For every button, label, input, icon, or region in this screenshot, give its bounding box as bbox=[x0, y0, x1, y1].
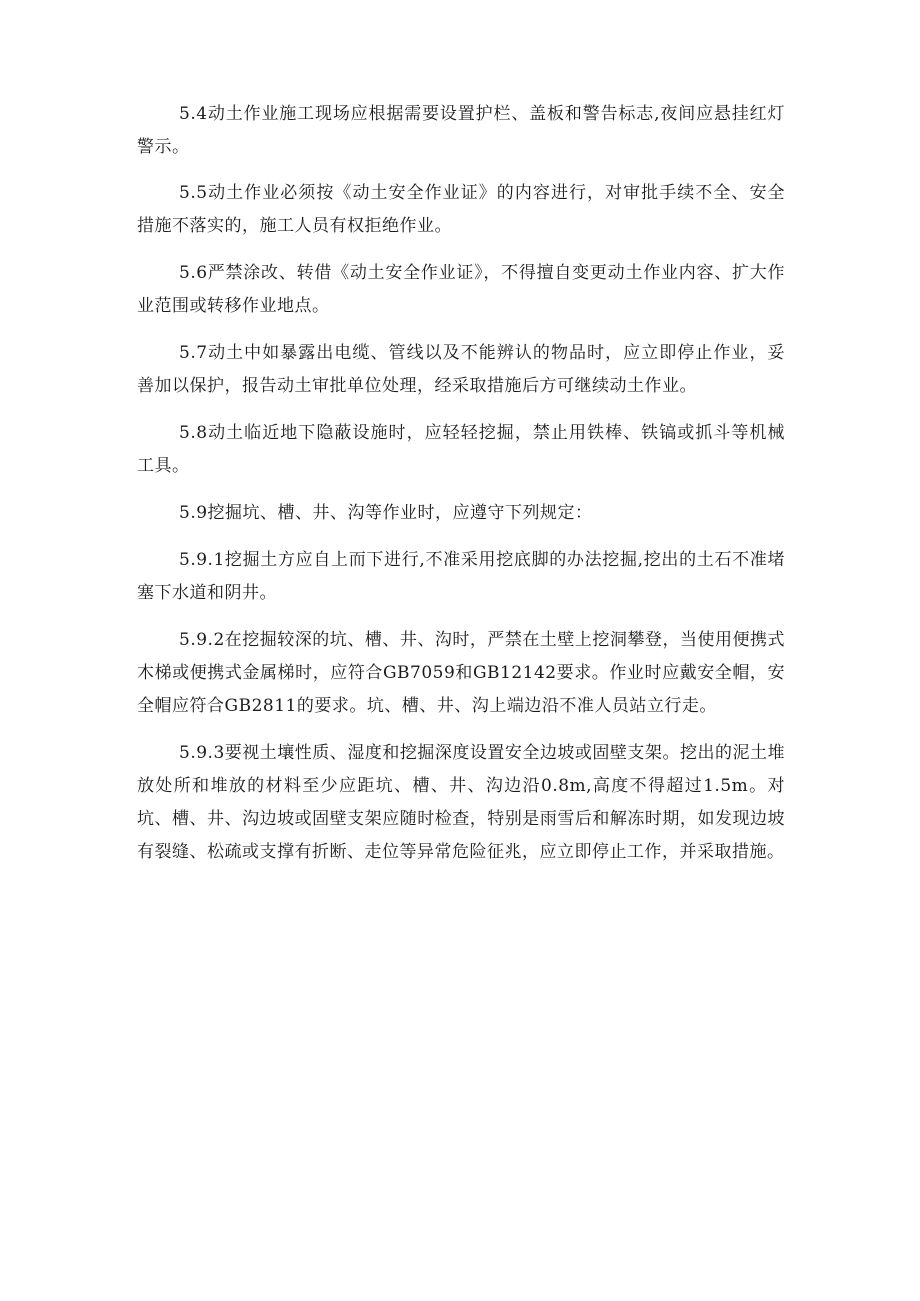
document-body bbox=[137, 98, 785, 869]
paragraph-5-6: 5.6严禁涂改、转借《动土安全作业证》，不得擅自变更动土作业内容、扩大作业范围或转移作业地点。 bbox=[137, 263, 785, 316]
paragraph-5-5: 5.5动土作业必须按《动土安全作业证》的内容进行，对审批手续不全、安全措施不落实的，施工人员有权拒绝作业。 bbox=[137, 183, 785, 236]
paragraph-5-9: 5.9挖掘坑、槽、井、沟等作业时，应遵守下列规定： bbox=[179, 503, 593, 523]
paragraph-5-7: 5.7动土中如暴露出电缆、管线以及不能辨认的物品时，应立即停止作业，妥善加以保护，报告动土审批单位处理，经采取措施后方可继续动土作业。 bbox=[137, 343, 785, 396]
paragraph-5-9-3: 5.9.3要视土壤性质、湿度和挖掘深度设置安全边坡或固壁支架。挖出的泥土堆放处所和堆放的材料至少应距坑、槽、井、沟边沿0.8m,高度不得超过1.5m。对坑、槽、井、沟边坡或固壁支架应随时检查，特别是雨雪后和解冻时期，如发现边坡有裂缝、松疏或支撑有折断、走位等异常危险征兆，应立即停止工作，并采取措施。 bbox=[137, 743, 785, 862]
paragraph-5-9-2: 5.9.2在挖掘较深的坑、槽、井、沟时，严禁在土壁上挖洞攀登，当使用便携式木梯或便携式金属梯时，应符合GB7059和GB12142要求。作业时应戴安全帽，安全帽应符合GB2811的要求。坑、槽、井、沟上端边沿不准人员站立行走。 bbox=[137, 630, 785, 716]
paragraph-5-8: 5.8动土临近地下隐蔽设施时，应轻轻挖掘，禁止用铁棒、铁镐或抓斗等机械工具。 bbox=[137, 423, 785, 476]
paragraph-5-4: 5.4动土作业施工现场应根据需要设置护栏、盖板和警告标志,夜间应悬挂红灯警示。 bbox=[137, 104, 785, 157]
paragraph-5-9-1: 5.9.1挖掘土方应自上而下进行,不准采用挖底脚的办法挖掘,挖出的土石不准堵塞下水道和阴井。 bbox=[137, 550, 785, 603]
